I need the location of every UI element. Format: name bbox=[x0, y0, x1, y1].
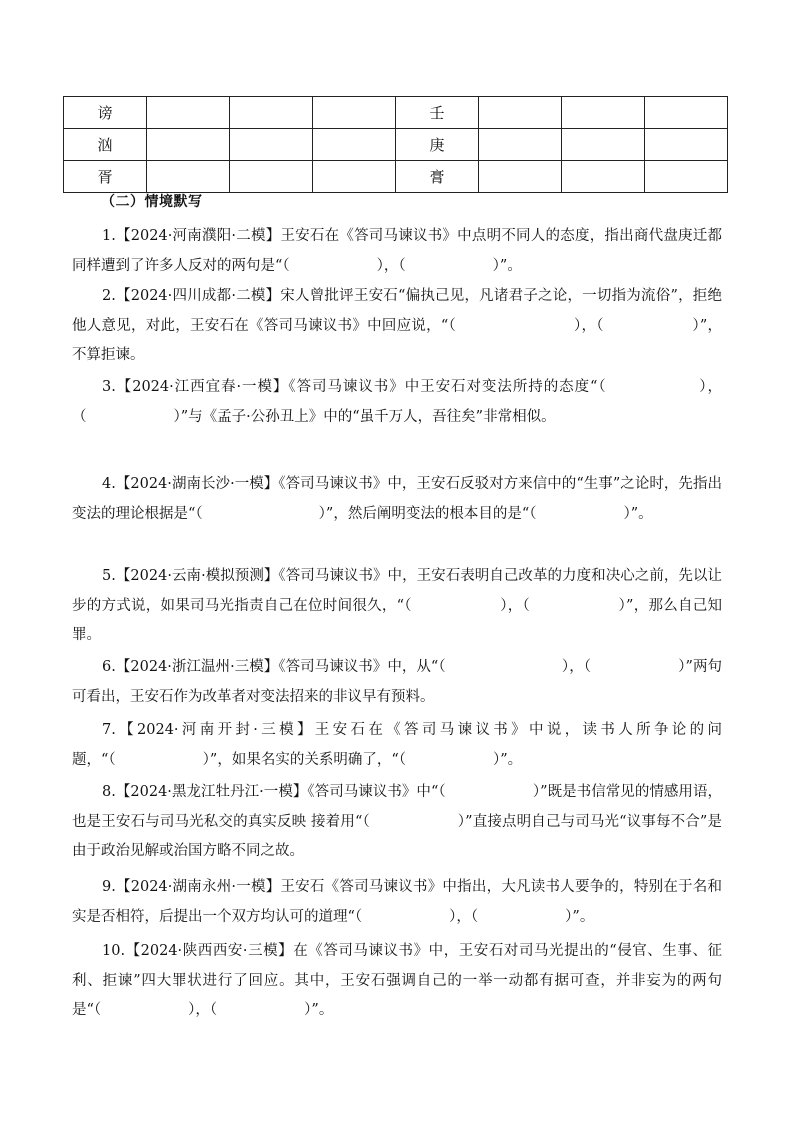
question-7: 7.【2024·河南开封·三模】王安石在《答司马谏议书》中说，读书人所争论的问题，“（ ）”，如果名实的关系明确了，“（ ）”。 bbox=[72, 722, 722, 768]
table-cell bbox=[230, 97, 313, 129]
table-row bbox=[64, 97, 728, 129]
table-cell bbox=[479, 97, 562, 129]
table-cell bbox=[147, 161, 230, 193]
table-cell bbox=[147, 97, 230, 129]
table-cell bbox=[313, 97, 396, 129]
table-cell: 胥 bbox=[64, 161, 147, 193]
table-row bbox=[64, 129, 728, 161]
question-3: 3.【2024·江西宜春·一模】《答司马谏议书》中王安石对变法所持的态度“（ ），（ ）”与《孟子·公孙丑上》中的“虽千万人，吾往矣”非常相似。 bbox=[72, 379, 722, 425]
table-cell: 膏 bbox=[396, 161, 479, 193]
question-4: 4.【2024·湖南长沙·一模】《答司马谏议书》中，王安石反驳对方来信中的“生事”之论时，先指出变法的理论根据是“（ ）”，然后阐明变法的根本目的是“（ ）”。 bbox=[72, 476, 722, 522]
table-cell bbox=[230, 161, 313, 193]
question-6: 6.【2024·浙江温州·三模】《答司马谏议书》中，从“（ ），（ ）”两句可看出，王安石作为改革者对变法招来的非议早有预料。 bbox=[72, 659, 722, 705]
table-cell bbox=[313, 161, 396, 193]
table-cell bbox=[645, 129, 728, 161]
question-10: 10.【2024·陕西西安·三模】在《答司马谏议书》中，王安石对司马光提出的“侵官、生事、征利、拒谏”四大罪状进行了回应。其中，王安石强调自己的一举一动都有据可查，并非妄为的两句是“（ ），（ ）”。 bbox=[72, 943, 722, 1018]
table-row bbox=[64, 161, 728, 193]
section-title: （二）情境默写 bbox=[101, 194, 203, 210]
table-cell bbox=[645, 161, 728, 193]
table-cell: 壬 bbox=[396, 97, 479, 129]
table-cell bbox=[313, 129, 396, 161]
table-cell bbox=[479, 161, 562, 193]
table-cell bbox=[562, 97, 645, 129]
table-cell: 谤 bbox=[64, 97, 147, 129]
table-cell bbox=[230, 129, 313, 161]
table-cell bbox=[562, 129, 645, 161]
table-cell: 庚 bbox=[396, 129, 479, 161]
table-cell bbox=[645, 97, 728, 129]
table-cell: 汹 bbox=[64, 129, 147, 161]
character-table bbox=[63, 96, 728, 193]
table-cell bbox=[147, 129, 230, 161]
question-2: 2.【2024·四川成都·二模】宋人曾批评王安石“偏执己见，凡诸君子之论，一切指为流俗”，拒绝他人意见，对此，王安石在《答司马谏议书》中回应说，“（ ），（ ）”，不算拒谏。 bbox=[72, 288, 722, 363]
question-1: 1.【2024·河南濮阳·二模】王安石在《答司马谏议书》中点明不同人的态度，指出商代盘庚迁都同样遭到了许多人反对的两句是“（ ），（ ）”。 bbox=[72, 228, 722, 274]
question-5: 5.【2024·云南·模拟预测】《答司马谏议书》中，王安石表明自己改革的力度和决心之前，先以让步的方式说，如果司马光指责自己在位时间很久，“（ ），（ ）”，那么自己知罪。 bbox=[72, 568, 722, 643]
table-cell bbox=[562, 161, 645, 193]
question-9: 9.【2024·湖南永州·一模】王安石《答司马谏议书》中指出，大凡读书人要争的，特别在于名和实是否相符，后提出一个双方均认可的道理“（ ），（ ）”。 bbox=[72, 879, 722, 925]
table-cell bbox=[479, 129, 562, 161]
question-8: 8.【2024·黑龙江牡丹江·一模】《答司马谏议书》中“（ ）”既是书信常见的情感用语，也是王安石与司马光私交的真实反映 接着用“（ ）”直接点明自己与司马光“议事每不合”是由于政治见解或治国方略不同之故。 bbox=[72, 784, 722, 859]
